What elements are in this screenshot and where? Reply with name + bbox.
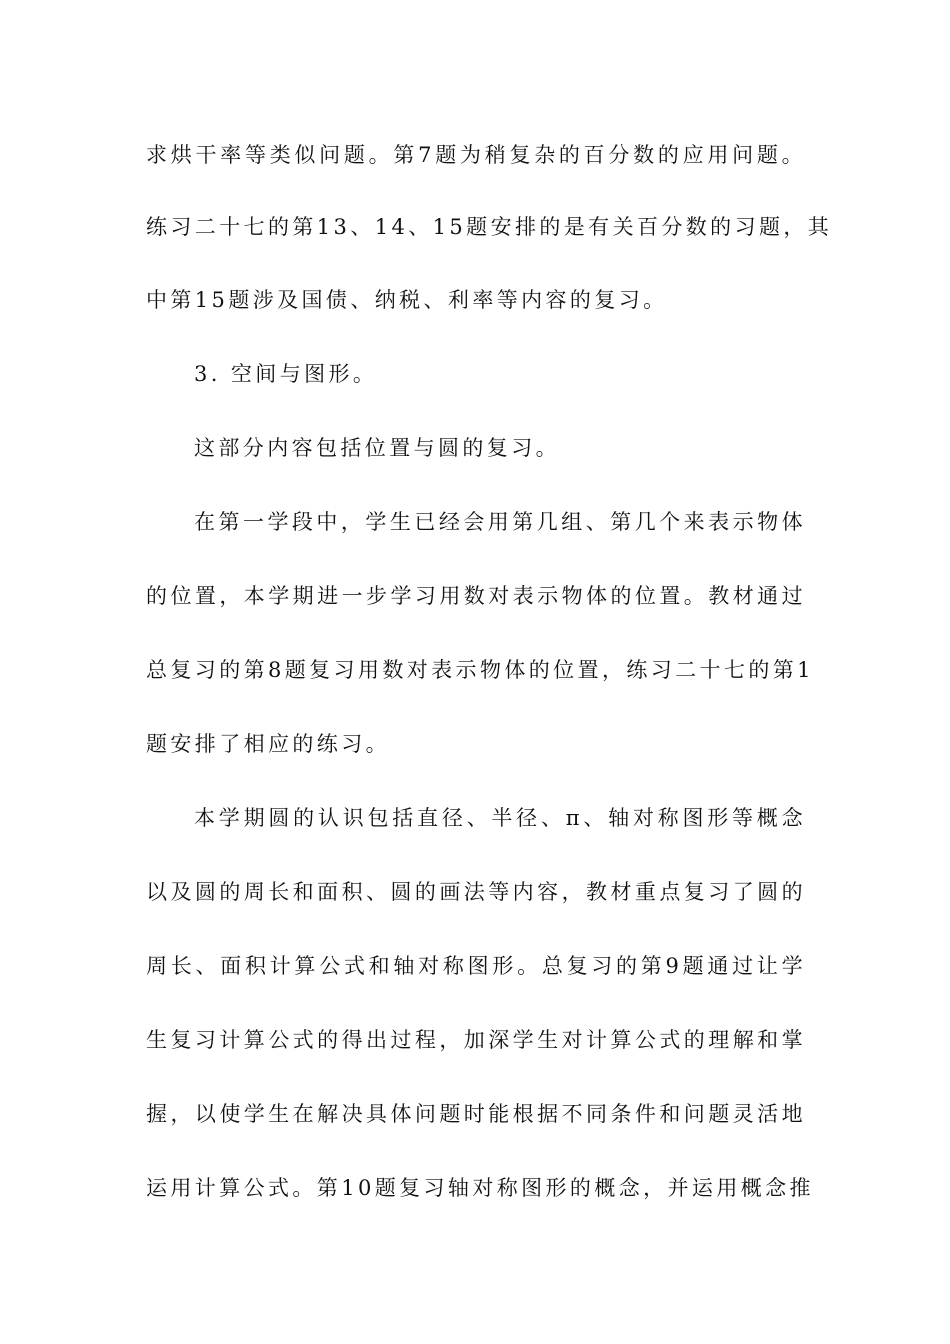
section-heading: 3. 空间与图形。 [194, 362, 378, 386]
text-line-9: 题安排了相应的练习。 [146, 732, 390, 756]
text-line-7: 的位置，本学期进一步学习用数对表示物体的位置。教材通过 [146, 584, 806, 608]
text-line-11: 以及圆的周长和面积、圆的画法等内容，教材重点复习了圆的 [146, 880, 806, 904]
text-line-2: 练习二十七的第13、14、15题安排的是有关百分数的习题，其 [146, 215, 833, 239]
text-line-12: 周长、面积计算公式和轴对称图形。总复习的第9题通过让学 [146, 954, 806, 978]
text-line-15: 运用计算公式。第10题复习轴对称图形的概念，并运用概念推 [146, 1176, 814, 1200]
text-line-6: 在第一学段中，学生已经会用第几组、第几个来表示物体 [194, 510, 806, 534]
text-line-1: 求烘干率等类似问题。第7题为稍复杂的百分数的应用问题。 [146, 143, 806, 167]
text-line-8: 总复习的第8题复习用数对表示物体的位置，练习二十七的第1 [146, 658, 814, 682]
text-line-13: 生复习计算公式的得出过程，加深学生对计算公式的理解和掌 [146, 1028, 806, 1052]
text-line-14: 握，以使学生在解决具体问题时能根据不同条件和问题灵活地 [146, 1102, 806, 1126]
text-line-5: 这部分内容包括位置与圆的复习。 [194, 436, 560, 460]
text-line-3: 中第15题涉及国债、纳税、利率等内容的复习。 [146, 288, 668, 312]
text-line-10: 本学期圆的认识包括直径、半径、π、轴对称图形等概念 [194, 806, 806, 830]
